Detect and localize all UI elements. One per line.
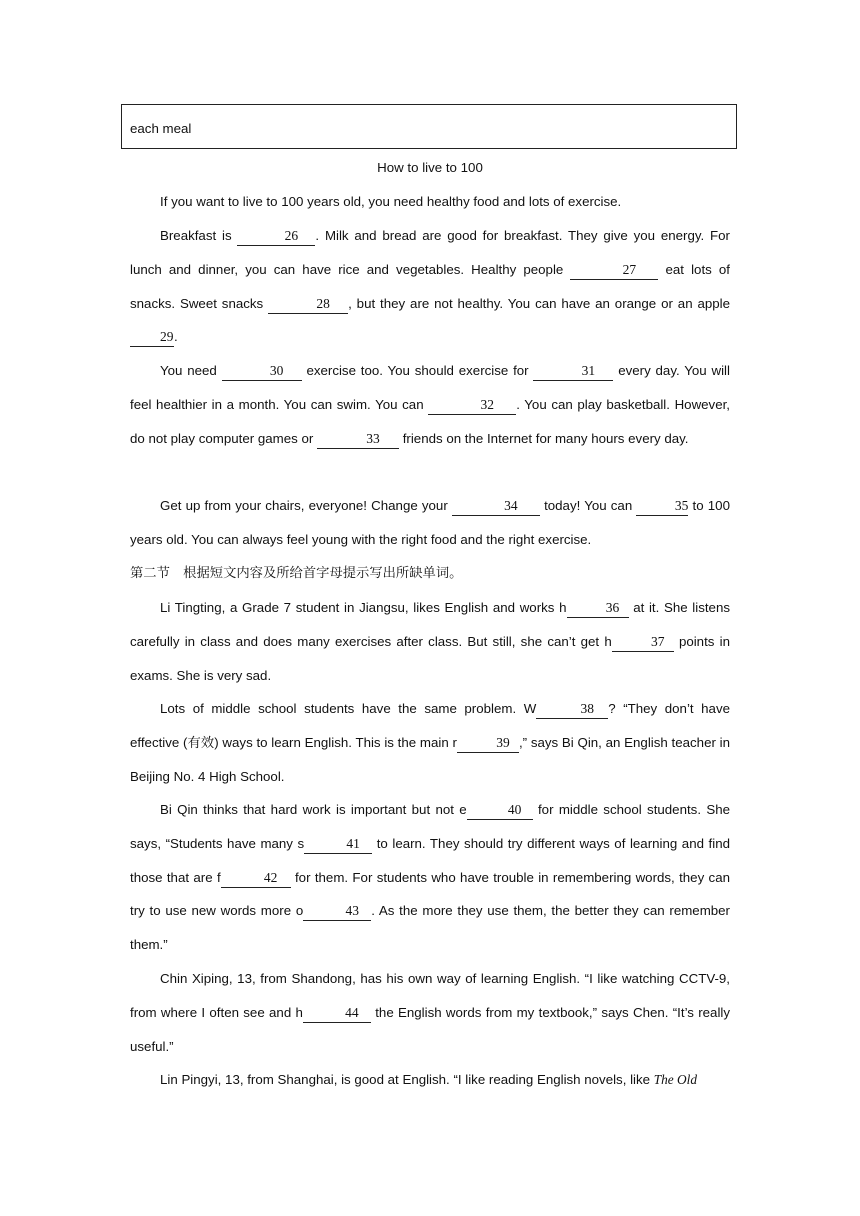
- blank-27[interactable]: 27: [570, 261, 658, 280]
- blank-30[interactable]: 30: [222, 362, 302, 381]
- text: friends on the Internet for many hours every day.: [402, 430, 689, 446]
- text: . As the more they use them, the better they can remember them.”: [130, 903, 730, 953]
- text: Breakfast is: [160, 228, 232, 243]
- blank-38[interactable]: 38: [536, 700, 608, 719]
- text: the English words from my textbook,” says Chen. “It’s really useful.”: [130, 1004, 731, 1054]
- paragraph-5: [130, 591, 730, 692]
- blank-43[interactable]: 43: [303, 902, 371, 921]
- text: to learn. They should try different ways of learning and find those that are f: [130, 835, 730, 885]
- text: . Milk and bread are good for breakfast. They give you energy. For lunch and dinner, you can have rice and vegetables. Healthy people: [130, 228, 730, 277]
- text: at it. She listens carefully in class and does many exercises after class. But still, she can’t get h: [130, 600, 730, 649]
- text: for middle school students. She says, “Students have many s: [130, 802, 730, 851]
- blank-33[interactable]: 33: [317, 430, 399, 449]
- text: ,” says Bi Qin, an English teacher in Beijing No. 4 High School.: [130, 734, 730, 784]
- blank-29[interactable]: 29: [130, 328, 174, 347]
- blank-37[interactable]: 37: [612, 633, 674, 652]
- text: Li Tingting, a Grade 7 student in Jiangsu, likes English and works h: [160, 600, 567, 615]
- blank-35[interactable]: 35: [636, 497, 688, 516]
- text: every day. You will feel healthier in a month. You can swim. You can: [130, 363, 730, 412]
- text: . You can play basketball. However, do not play computer games or: [130, 396, 730, 446]
- paragraph-6: [130, 692, 730, 793]
- text: .: [174, 329, 178, 345]
- text: eat lots of snacks. Sweet snacks: [130, 261, 730, 311]
- text: Lots of middle school students have the same problem. W: [160, 701, 537, 716]
- blank-40[interactable]: 40: [467, 801, 533, 820]
- passage-title: How to live to 100: [377, 160, 483, 175]
- blank-34[interactable]: 34: [452, 497, 540, 516]
- text: , but they are not healthy. You can have an orange or an apple: [348, 295, 731, 311]
- paragraph-2: [130, 219, 730, 354]
- paragraph-7: [130, 793, 730, 962]
- paragraph-1: [130, 185, 730, 219]
- text: Get up from your chairs, everyone! Change your: [160, 498, 448, 513]
- text: You need: [160, 363, 217, 378]
- text: ? “They don’t have effective (有效) ways to learn English. This is the main r: [130, 701, 730, 750]
- text: Bi Qin thinks that hard work is important but not e: [160, 802, 467, 817]
- paragraph-text: If you want to live to 100 years old, you need healthy food and lots of exercise.: [160, 194, 622, 209]
- text: Lin Pingyi, 13, from Shanghai, is good at English. “I like reading English novels, like: [160, 1072, 651, 1087]
- text: to 100 years old. You can always feel young with the right food and the right exercise.: [130, 498, 730, 547]
- paragraph-3: [130, 354, 730, 455]
- blank-39[interactable]: 39: [457, 734, 519, 753]
- text: today! You can: [544, 498, 633, 513]
- paragraph-9: [130, 1063, 730, 1097]
- word-box-text: each meal: [130, 121, 192, 136]
- section-heading: 第二节 根据短文内容及所给首字母提示写出所缺单词。: [130, 565, 463, 580]
- blank-26[interactable]: 26: [237, 227, 315, 246]
- blank-32[interactable]: 32: [428, 396, 516, 415]
- text: Chin Xiping, 13, from Shandong, has his own way of learning English. “I like watching CCTV-9, from where I often see and h: [130, 971, 730, 1020]
- text: for them. For students who have trouble in remembering words, they can try to use new words more o: [130, 869, 730, 919]
- paragraph-8: [130, 962, 730, 1063]
- blank-36[interactable]: 36: [567, 599, 629, 618]
- blank-44[interactable]: 44: [303, 1004, 371, 1023]
- text: exercise too. You should exercise for: [306, 363, 529, 378]
- paragraph-4: [130, 489, 730, 557]
- book-title: The Old: [653, 1072, 697, 1087]
- word-box: [121, 104, 737, 149]
- blank-41[interactable]: 41: [304, 835, 372, 854]
- text: points in exams. She is very sad.: [130, 633, 730, 683]
- blank-28[interactable]: 28: [268, 295, 348, 314]
- blank-42[interactable]: 42: [221, 869, 291, 888]
- blank-31[interactable]: 31: [533, 362, 613, 381]
